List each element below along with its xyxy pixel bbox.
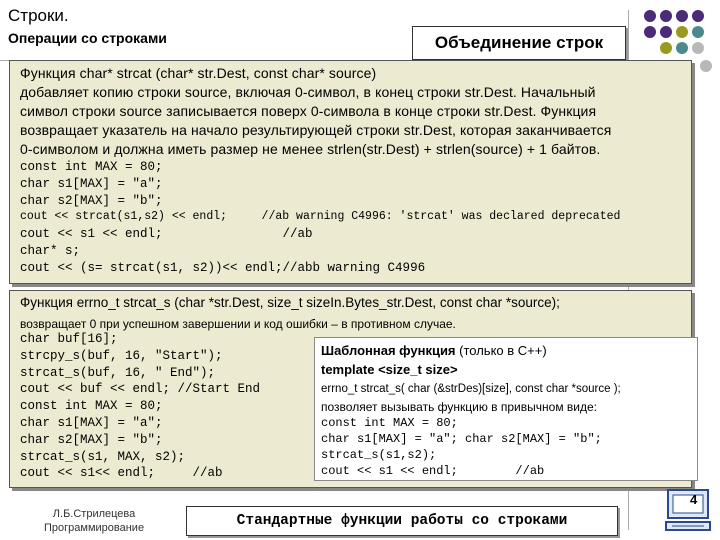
author-name: Л.Б.Стрилецева [52, 508, 136, 520]
dot-icon [676, 26, 688, 38]
dot-icon [676, 10, 688, 22]
strcat-s-code-line: strcat_s(s1, MAX, s2); [20, 449, 186, 464]
strcat-code-line: cout << strcat(s1,s2) << endl; //ab warning C4996: 'strcat' was declared deprecated [20, 210, 621, 224]
template-code-line: const int MAX = 80; [321, 416, 458, 430]
template-code-line: cout << s1 << endl; //ab [321, 464, 545, 478]
template-declaration: template <size_t size> [321, 362, 458, 377]
template-heading [321, 341, 691, 361]
strcat-s-code-line: cout << buf << endl; //Start End [20, 382, 261, 397]
template-heading-bold: Шаблонная функция [321, 343, 456, 358]
computer-icon [664, 486, 714, 534]
template-code-line: char s1[MAX] = "a"; char s2[MAX] = "b"; [321, 432, 602, 446]
dot-icon [660, 42, 672, 54]
footer-title: Стандартные функции работы со строками [186, 506, 618, 536]
dot-icon [676, 42, 688, 54]
strcat-s-heading: Функция errno_t strcat_s (char *str.Dest, size_t sizeIn.Bytes_str.Dest, const char *source); [20, 295, 560, 310]
template-code-line: strcat_s(s1,s2); [321, 448, 437, 462]
template-heading-rest: (только в С++) [455, 343, 547, 358]
strcat-s-code-line: const int MAX = 80; [20, 399, 163, 414]
strcat-text-line: Функция char* strcat (char* str.Dest, const char* source) [20, 65, 377, 81]
strcat-code-line: cout << s1 << endl; //ab [20, 227, 313, 242]
slide-subtitle: Операции со строками [8, 30, 167, 46]
course-name: Программирование [44, 522, 145, 534]
strcat-code-line: char s2[MAX] = "b"; [20, 193, 163, 208]
strcat-s-code-line: char s2[MAX] = "b"; [20, 432, 163, 447]
strcat-code-line: cout << (s= strcat(s1, s2))<< endl;//abb warning C4996 [20, 260, 426, 275]
topic-badge: Объединение строк [412, 26, 626, 60]
dot-icon [692, 10, 704, 22]
strcat-code-line: char* s; [20, 243, 81, 258]
template-description: позволяет вызывать функцию в привычном виде: [321, 400, 597, 414]
dot-icon [660, 26, 672, 38]
strcat-s-code [20, 331, 260, 482]
strcat-s-code-line: char s1[MAX] = "a"; [20, 415, 163, 430]
template-function-box [314, 337, 698, 481]
dot-icon [644, 10, 656, 22]
dot-icon [644, 26, 656, 38]
strcat-text-line: возвращает указатель на начало результирующей строки str.Dest, которая заканчивается [20, 122, 612, 138]
dot-icon [700, 60, 712, 72]
page-number: 4 [690, 492, 698, 507]
strcat-panel [9, 60, 692, 284]
strcat-s-code-line: strcat_s(buf, 16, " End"); [20, 365, 216, 380]
strcat-code-line: char s1[MAX] = "a"; [20, 176, 163, 191]
strcat-text-line: символ строки source записывается поверх 0-символа в конце строки str.Dest. Функция [20, 103, 597, 119]
slide-title: Строки. [8, 6, 69, 25]
strcat-s-code-line: char buf[16]; [20, 332, 118, 346]
dot-icon [692, 26, 704, 38]
strcat-text-line: 0-символом и должна иметь размер не менее strlen(str.Dest) + strlen(source) + 1 байтов. [20, 141, 601, 157]
strcat-s-panel [9, 290, 692, 488]
author-block [44, 508, 144, 534]
strcat-code-line: const int MAX = 80; [20, 160, 163, 174]
strcat-s-description: возвращает 0 при успешном завершении и код ошибки – в противном случае. [20, 317, 456, 331]
strcat-s-code-line: cout << s1<< endl; //ab [20, 466, 223, 481]
template-signature: errno_t strcat_s( char (&strDes)[size], const char *source ); [321, 383, 621, 395]
strcat-s-code-line: strcpy_s(buf, 16, "Start"); [20, 348, 223, 363]
dot-icon [692, 42, 704, 54]
strcat-text-line: добавляет копию строки source, включая 0-символ, в конец строки str.Dest. Начальный [20, 84, 596, 100]
dot-icon [660, 10, 672, 22]
